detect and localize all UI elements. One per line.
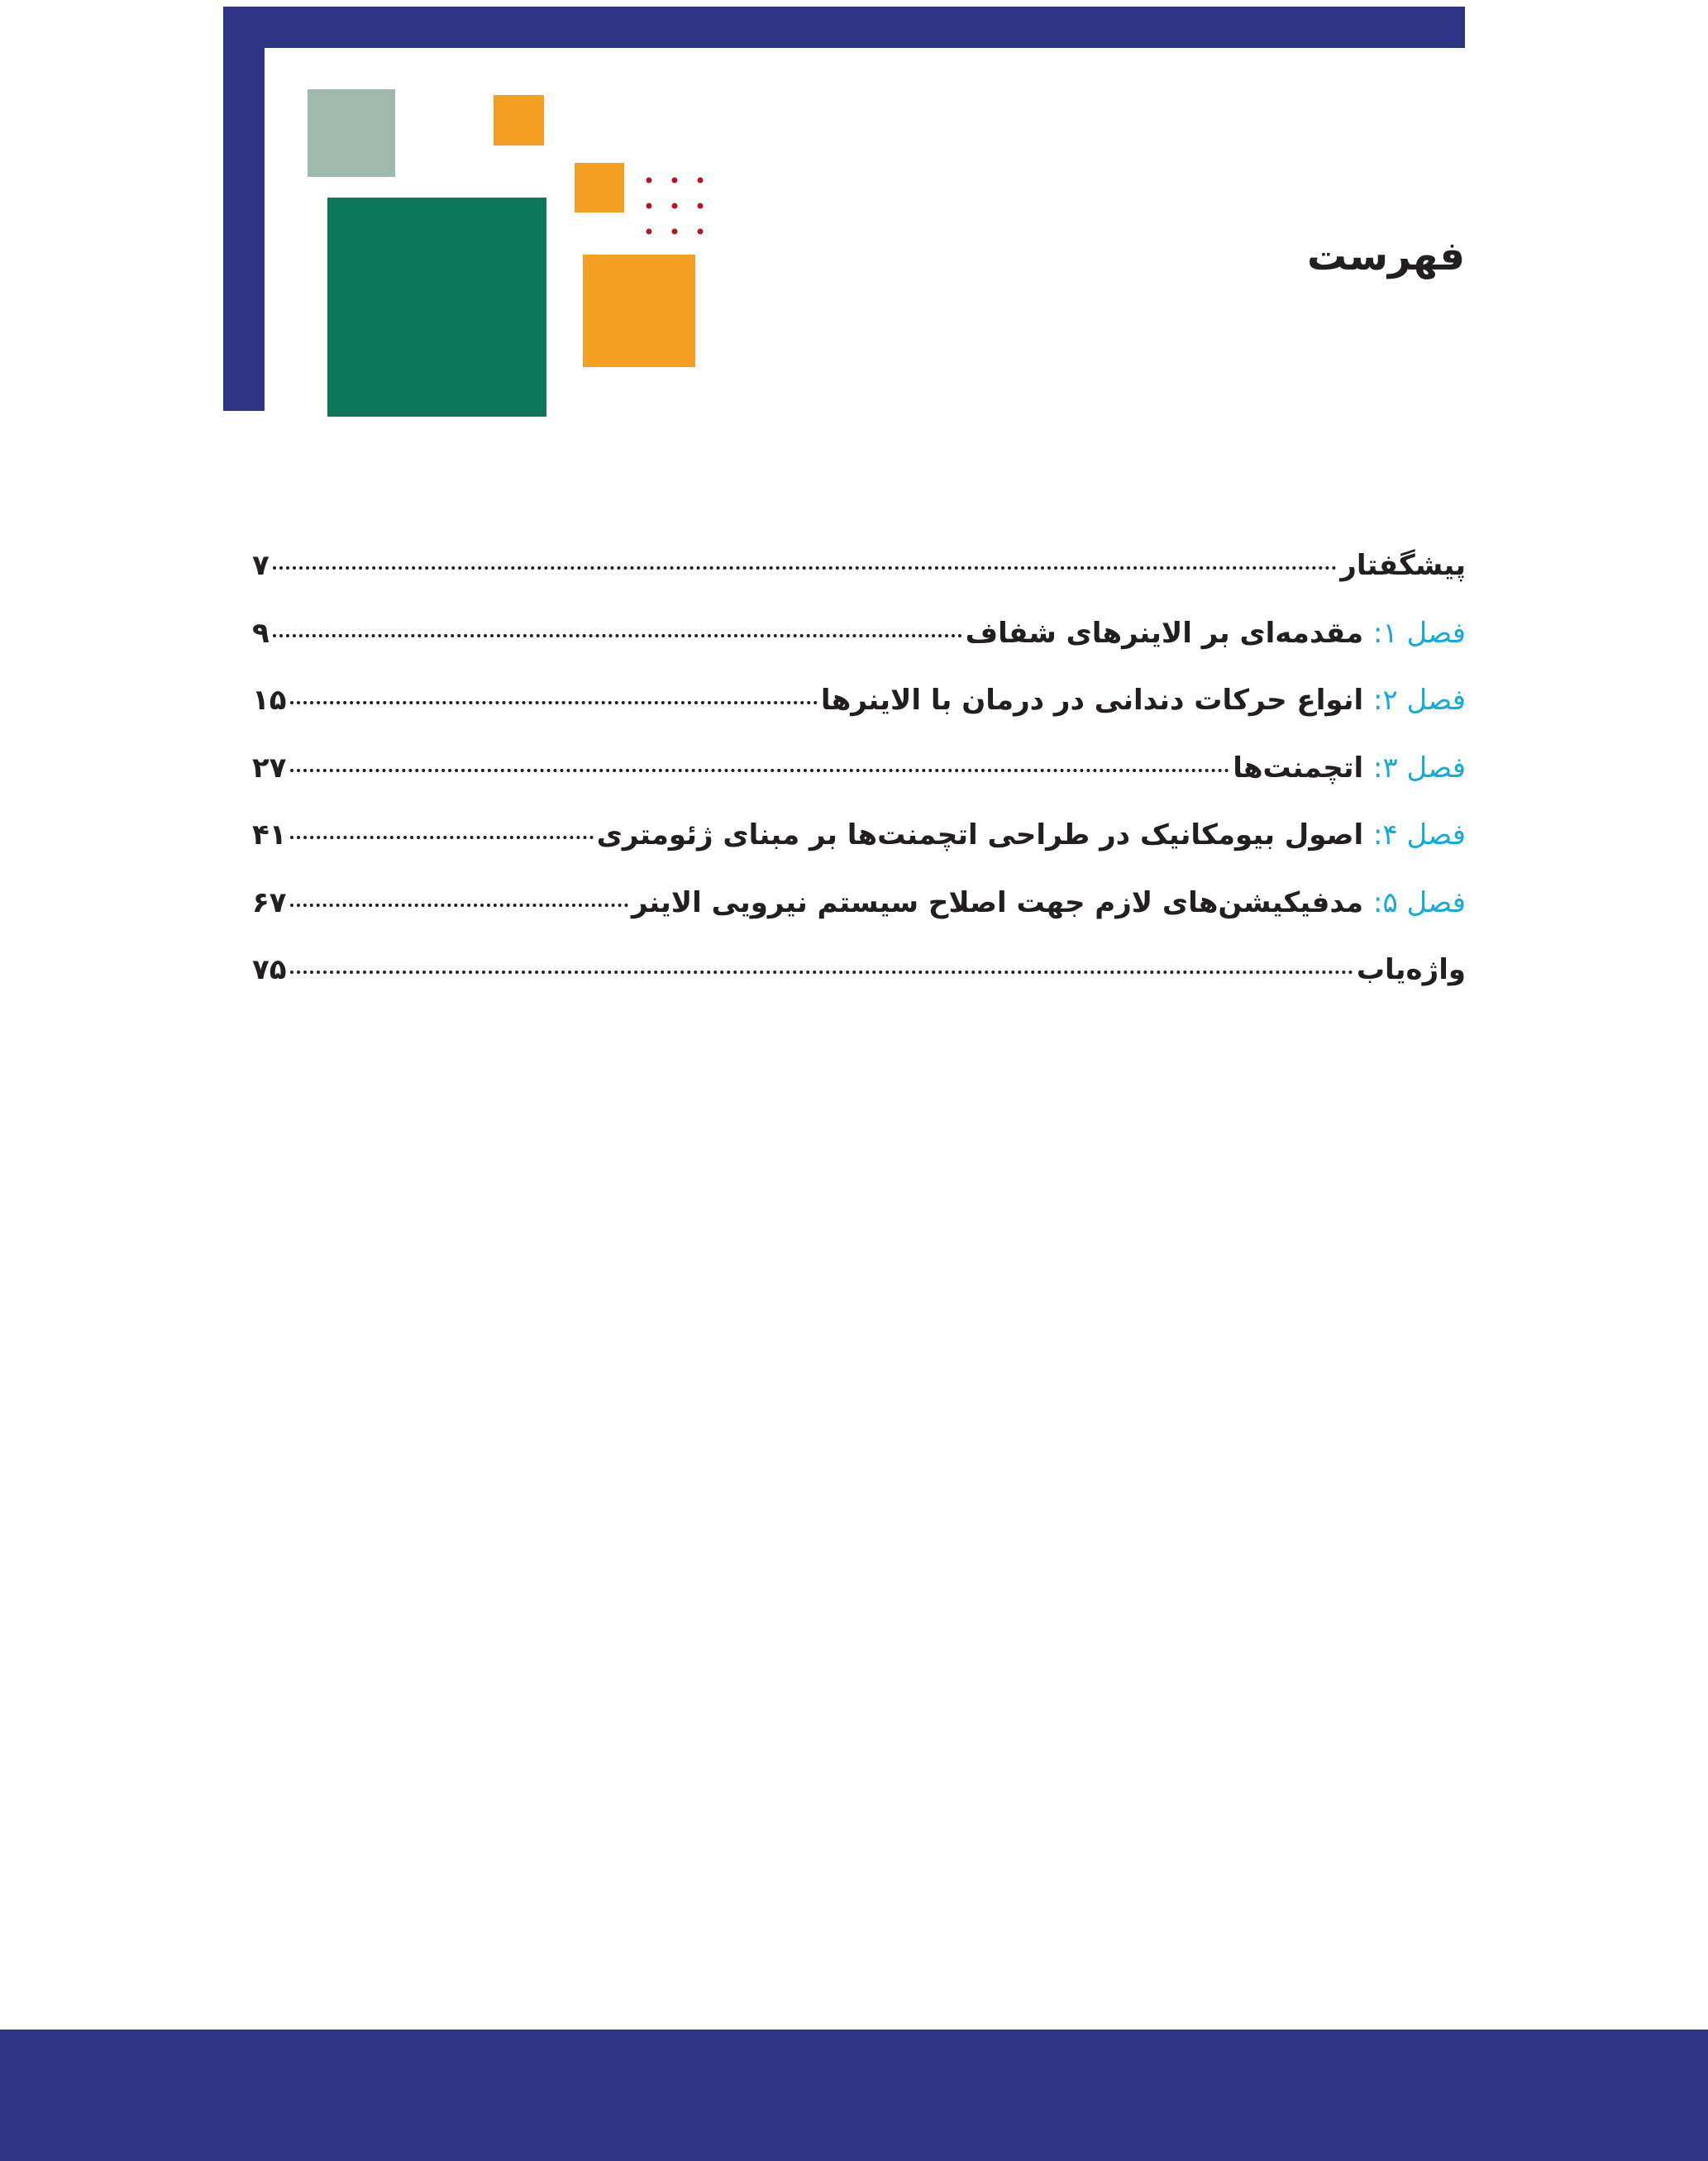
decor-orange-square-medium	[575, 163, 624, 212]
decor-dot	[646, 229, 652, 235]
decor-orange-square-large	[583, 255, 695, 367]
decor-dot	[672, 229, 678, 235]
toc-entry[interactable]	[252, 684, 1466, 751]
toc-dot-leader	[290, 971, 1353, 974]
decor-orange-square-small	[494, 95, 544, 145]
decor-dot	[698, 229, 704, 235]
toc-chapter-number: فصل ۲:	[1372, 684, 1466, 717]
decor-dot	[672, 178, 678, 184]
toc-entry-title: مقدمه‌ای بر الاینرهای شفاف	[965, 616, 1364, 650]
toc-page-number: ۷	[252, 549, 270, 582]
toc-chapter-number: فصل ۴:	[1372, 818, 1466, 852]
toc-dot-leader	[290, 701, 818, 704]
toc-dot-leader	[290, 769, 1230, 772]
toc-entry[interactable]	[252, 751, 1466, 819]
toc-page-number: ۴۱	[252, 818, 287, 852]
frame-top-bar	[223, 7, 1465, 48]
toc-dot-leader	[273, 566, 1338, 570]
toc-entry-title: مدفیکیشن‌های لازم جهت اصلاح سیستم نیرویی الاینر	[632, 885, 1364, 919]
page-title: فهرست	[1307, 233, 1465, 279]
toc-dot-leader	[290, 836, 594, 839]
footer-band	[0, 2030, 1708, 2161]
toc-entry[interactable]	[252, 953, 1466, 1021]
toc-entry-label	[966, 617, 1466, 650]
table-of-contents	[252, 549, 1466, 1021]
toc-entry[interactable]	[252, 818, 1466, 886]
decor-dot	[672, 203, 678, 209]
decor-dot	[698, 203, 704, 209]
decor-dot-grid	[645, 176, 708, 239]
toc-page-number: ۷۵	[252, 953, 287, 986]
toc-entry-title: انواع حرکات دندانی در درمان با الاینرها	[820, 684, 1364, 717]
decor-grey-square	[308, 89, 395, 177]
toc-entry[interactable]	[252, 886, 1466, 954]
decor-dot	[646, 203, 652, 209]
frame-left-bar	[223, 7, 265, 411]
toc-dot-leader	[273, 634, 962, 637]
toc-entry-label	[1233, 751, 1466, 785]
decor-green-square	[327, 198, 546, 417]
toc-chapter-number: فصل ۳:	[1372, 751, 1466, 785]
toc-page-number: ۲۷	[252, 751, 287, 785]
toc-entry-label	[597, 818, 1466, 852]
toc-entry-label	[1340, 549, 1466, 582]
toc-entry-label	[821, 684, 1466, 717]
toc-entry-label	[632, 886, 1466, 919]
toc-page-number: ۹	[252, 616, 270, 650]
toc-entry-title: پیشگفتار	[1340, 549, 1466, 582]
toc-chapter-number: فصل ۵:	[1372, 885, 1466, 919]
toc-page-number: ۶۷	[252, 885, 287, 919]
toc-entry[interactable]	[252, 617, 1466, 685]
toc-entry[interactable]	[252, 549, 1466, 617]
decor-dot	[698, 178, 704, 184]
toc-entry-label	[1357, 953, 1466, 986]
toc-chapter-number: فصل ۱:	[1372, 616, 1466, 650]
toc-entry-title: اتچمنت‌ها	[1233, 751, 1364, 785]
toc-dot-leader	[290, 904, 629, 907]
decor-dot	[646, 178, 652, 184]
toc-entry-title: اصول بیومکانیک در طراحی اتچمنت‌ها بر مبنای ژئومتری	[596, 818, 1364, 852]
toc-entry-title: واژه‌یاب	[1356, 953, 1466, 986]
toc-page-number: ۱۵	[252, 684, 287, 717]
